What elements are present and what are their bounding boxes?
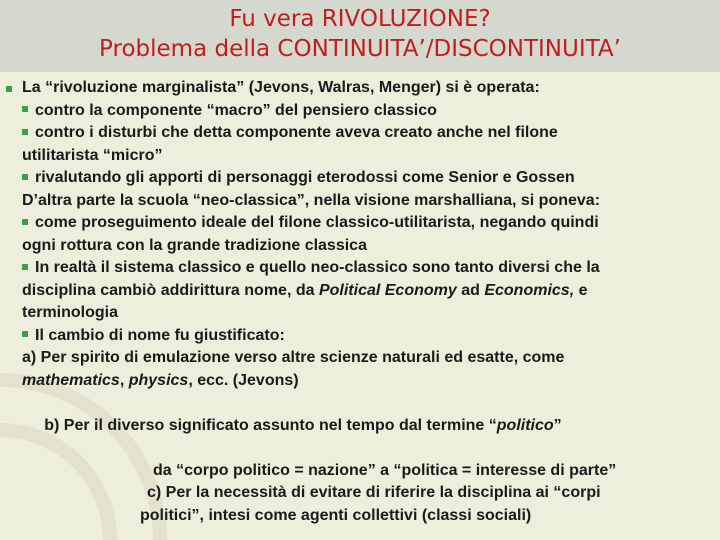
body-line: La “rivoluzione marginalista” (Jevons, Walras, Menger) si è operata: <box>22 77 698 100</box>
body-line: disciplina cambiò addirittura nome, da Political Economy ad Economics, e <box>22 281 588 299</box>
title-line-2: Problema della CONTINUITA’/DISCONTINUITA’ <box>99 36 621 62</box>
body-line: contro i disturbi che detta componente aveva creato anche nel filone <box>22 122 698 145</box>
body-line: terminologia <box>22 304 119 321</box>
body-line: D’altra parte la scuola “neo-classica”, nella visione marshalliana, si poneva: <box>22 191 601 209</box>
slide-title <box>0 4 720 64</box>
bullet-icon <box>22 174 28 180</box>
body-line: rivalutando gli apporti di personaggi eterodossi come Senior e Gossen <box>22 167 698 190</box>
body-line: b) Per il diverso significato assunto nel tempo dal termine “politico” <box>39 416 562 434</box>
body-line: contro la componente “macro” del pensiero classico <box>22 100 698 123</box>
body-line: mathematics, physics, ecc. (Jevons) <box>22 371 299 389</box>
body-line: In realtà il sistema classico e quello neo-classico sono tanto diversi che la <box>22 257 698 280</box>
title-line-1: Fu vera RIVOLUZIONE? <box>229 6 491 32</box>
body-line: a) Per spirito di emulazione verso altre scienze naturali ed esatte, come <box>22 349 565 366</box>
body-line: da “corpo politico = nazione” a “politica = interesse di parte” <box>153 461 617 479</box>
bullet-icon <box>22 264 28 270</box>
bullet-icon <box>22 331 28 337</box>
bullet-icon <box>22 219 28 225</box>
body-line: c) Per la necessità di evitare di riferire la disciplina ai “corpi <box>147 484 601 501</box>
bullet-icon <box>22 129 28 135</box>
bullet-icon <box>6 86 12 92</box>
body-line: ogni rottura con la grande tradizione classica <box>22 236 367 254</box>
body-line: politici”, intesi come agenti collettivi (classi sociali) <box>140 506 532 524</box>
bullet-icon <box>22 106 28 112</box>
body-line: come proseguimento ideale del filone classico-utilitarista, negando quindi <box>22 212 698 235</box>
body-line: Il cambio di nome fu giustificato: <box>22 325 698 348</box>
body-line: utilitarista “micro” <box>22 146 163 164</box>
slide-body <box>22 77 698 527</box>
